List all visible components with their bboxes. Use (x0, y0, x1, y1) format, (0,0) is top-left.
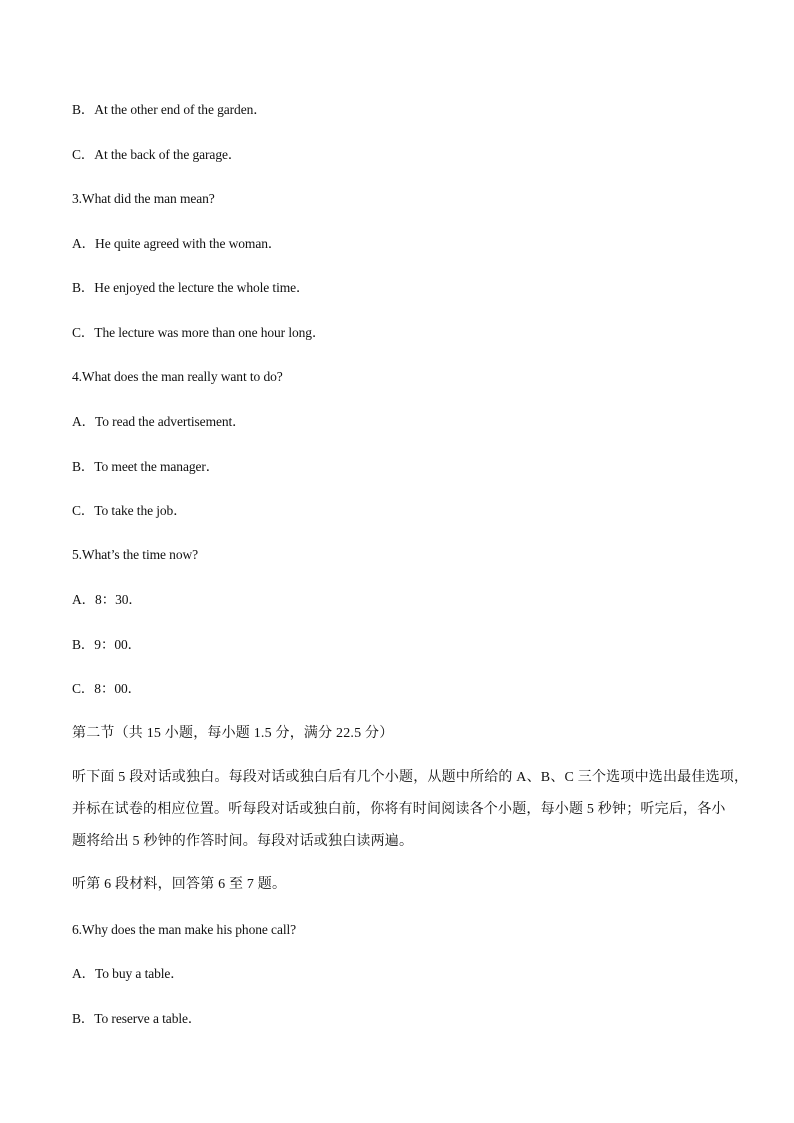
instructions-line-1: 听下面 5 段对话或独白。每段对话或独白后有几个小题，从题中所给的 A、B、C 三个选项中选出最佳选项， (72, 770, 749, 785)
option-c-q3: C．The lecture was more than one hour long． (72, 325, 326, 340)
question-5: 5.What’s the time now? (72, 547, 199, 562)
option-c-q5: C．8：00． (72, 681, 142, 696)
option-a-q4: A．To read the advertisement． (72, 414, 246, 429)
option-c-q4: C．To take the job． (72, 503, 187, 518)
option-b-q4: B．To meet the manager． (72, 459, 220, 474)
material-instruction: 听第 6 段材料，回答第 6 至 7 题。 (72, 877, 287, 892)
section-heading: 第二节（共 15 小题，每小题 1.5 分，满分 22.5 分） (72, 726, 394, 741)
question-3: 3.What did the man mean? (72, 191, 215, 206)
option-b-q3: B．He enjoyed the lecture the whole time． (72, 280, 310, 295)
option-a-q5: A．8：30． (72, 592, 142, 607)
option-b-q5: B．9：00． (72, 637, 142, 652)
option-b-q2: B．At the other end of the garden． (72, 102, 267, 117)
option-a-q3: A．He quite agreed with the woman． (72, 236, 282, 251)
option-b-q6: B．To reserve a table． (72, 1011, 202, 1026)
option-c-q2: C．At the back of the garage． (72, 147, 242, 162)
option-a-q6: A．To buy a table． (72, 966, 184, 981)
instructions-line-2: 并标在试卷的相应位置。听每段对话或独白前，你将有时间阅读各个小题，每小题 5 秒钟；听完后，各小 (72, 802, 726, 817)
question-6: 6.Why does the man make his phone call? (72, 922, 297, 937)
question-4: 4.What does the man really want to do? (72, 369, 283, 384)
instructions-line-3: 题将给出 5 秒钟的作答时间。每段对话或独白读两遍。 (72, 834, 414, 849)
